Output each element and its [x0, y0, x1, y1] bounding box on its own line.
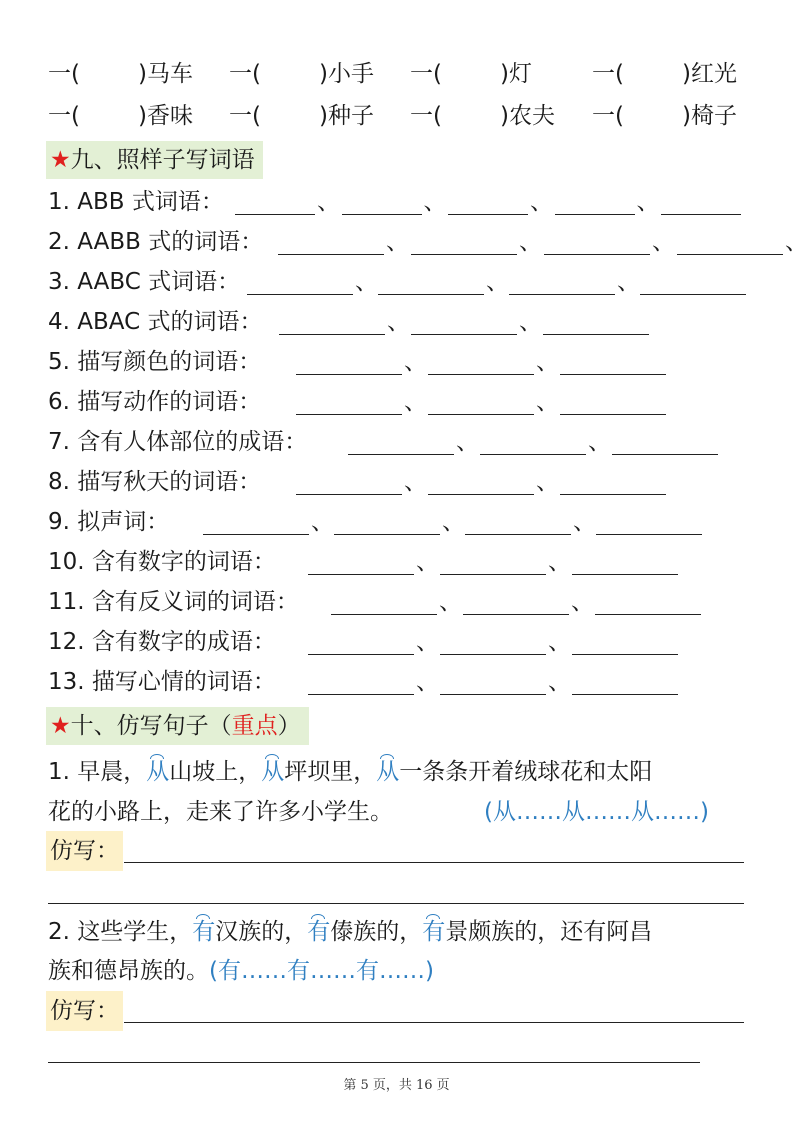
answer-blank[interactable] — [543, 334, 649, 335]
text: 花的小路上，走来了许多小学生。 — [48, 799, 393, 825]
answer-blank[interactable] — [612, 454, 718, 455]
answer-blank[interactable] — [342, 214, 422, 215]
section-10-title-end: ） — [277, 713, 301, 739]
noun-text: 小手 — [327, 61, 374, 87]
separator: 、 — [617, 269, 640, 295]
measure-word-item — [48, 101, 193, 131]
separator: 、 — [416, 629, 439, 655]
answer-line[interactable] — [48, 1062, 700, 1063]
separator: 、 — [387, 309, 410, 335]
question-label: 12. 含有数字的成语： — [48, 629, 276, 655]
close-paren: ) — [318, 61, 328, 87]
star-icon: ★ — [50, 147, 71, 173]
noun-text: 农夫 — [508, 103, 555, 129]
noun-text: 红光 — [690, 61, 737, 87]
noun-text: 椅子 — [690, 103, 737, 129]
question-label: 11. 含有反义词的词语： — [48, 589, 299, 615]
noun-text: 灯 — [508, 61, 532, 87]
answer-blank[interactable] — [509, 294, 615, 295]
keyword: 有 — [192, 919, 216, 945]
answer-blank[interactable] — [279, 334, 385, 335]
answer-blank[interactable] — [378, 294, 484, 295]
answer-blank[interactable] — [465, 534, 571, 535]
close-paren: ) — [318, 103, 328, 129]
answer-blank[interactable] — [448, 214, 528, 215]
separator: 、 — [442, 509, 465, 535]
question-label: 3. AABC 式词语： — [48, 269, 241, 295]
answer-blank[interactable] — [572, 654, 678, 655]
separator: 、 — [588, 429, 611, 455]
noun-text: 种子 — [327, 103, 374, 129]
sentence-1-line-2 — [48, 797, 393, 827]
section-10-header — [46, 707, 309, 745]
measure-word-item — [592, 101, 737, 131]
answer-blank[interactable] — [278, 254, 384, 255]
answer-blank[interactable] — [308, 654, 414, 655]
answer-blank[interactable] — [560, 374, 666, 375]
answer-blank[interactable] — [235, 214, 315, 215]
answer-blank[interactable] — [428, 414, 534, 415]
open-paren: 一( — [48, 103, 80, 129]
answer-blank[interactable] — [596, 534, 702, 535]
text: 族和德昂族的。 — [48, 958, 209, 984]
separator: 、 — [548, 629, 571, 655]
answer-line[interactable] — [48, 903, 744, 904]
close-paren: ) — [681, 103, 691, 129]
answer-blank[interactable] — [308, 574, 414, 575]
answer-blank[interactable] — [640, 294, 746, 295]
question-label: 13. 描写心情的词语： — [48, 669, 276, 695]
answer-blank[interactable] — [544, 254, 650, 255]
open-paren: 一( — [229, 103, 261, 129]
answer-blank[interactable] — [348, 454, 454, 455]
separator: 、 — [636, 189, 660, 215]
question-label: 6. 描写动作的词语： — [48, 389, 262, 415]
imitate-label: 仿写： — [46, 831, 123, 871]
measure-word-item — [410, 101, 555, 131]
answer-blank[interactable] — [296, 374, 402, 375]
question-label: 5. 描写颜色的词语： — [48, 349, 262, 375]
measure-word-item — [229, 59, 374, 89]
separator: 、 — [652, 229, 675, 255]
separator: 、 — [439, 589, 462, 615]
question-label: 10. 含有数字的词语： — [48, 549, 276, 575]
answer-blank[interactable] — [308, 694, 414, 695]
keyword: 从 — [376, 759, 400, 785]
section-10-title: 十、仿写句子（ — [70, 713, 232, 739]
star-icon: ★ — [50, 713, 71, 739]
answer-blank[interactable] — [411, 254, 517, 255]
sentence-2-line-1 — [48, 917, 652, 947]
separator: 、 — [519, 229, 542, 255]
question-label: 9. 拟声词： — [48, 509, 170, 535]
close-paren: ) — [137, 61, 147, 87]
close-paren: ) — [137, 103, 147, 129]
separator: 、 — [530, 189, 553, 215]
answer-blank[interactable] — [440, 574, 546, 575]
answer-blank[interactable] — [440, 654, 546, 655]
section-9-title: 九、照样子写词语 — [70, 147, 255, 173]
question-label: 7. 含有人体部位的成语： — [48, 429, 308, 455]
measure-word-item — [410, 59, 532, 89]
keyword: 从 — [261, 759, 285, 785]
answer-blank[interactable] — [331, 614, 437, 615]
separator: 、 — [404, 389, 427, 415]
separator: 、 — [311, 509, 334, 535]
separator: 、 — [486, 269, 509, 295]
sentence-2-line-2 — [48, 956, 434, 986]
separator: 、 — [317, 189, 340, 215]
question-label: 8. 描写秋天的词语： — [48, 469, 262, 495]
imitate-label: 仿写： — [46, 991, 123, 1031]
keyword: 有 — [307, 919, 331, 945]
close-paren: ) — [681, 61, 691, 87]
open-paren: 一( — [229, 61, 261, 87]
sentence-2-hint: (有……有……有……) — [209, 958, 434, 984]
text: 山坡上， — [169, 759, 262, 785]
separator: 、 — [423, 189, 447, 215]
answer-blank[interactable] — [428, 374, 534, 375]
answer-blank[interactable] — [296, 414, 402, 415]
answer-blank[interactable] — [203, 534, 309, 535]
separator: 、 — [536, 389, 559, 415]
noun-text: 马车 — [146, 61, 193, 87]
answer-blank[interactable] — [440, 694, 546, 695]
answer-blank[interactable] — [560, 414, 666, 415]
question-label: 4. ABAC 式的词语： — [48, 309, 263, 335]
text: 汉族的， — [215, 919, 308, 945]
answer-blank[interactable] — [296, 494, 402, 495]
answer-blank[interactable] — [428, 494, 534, 495]
open-paren: 一( — [410, 103, 442, 129]
separator: 、 — [785, 229, 808, 255]
text: 一条条开着绒球花和太阳 — [399, 759, 653, 785]
answer-blank[interactable] — [411, 334, 517, 335]
answer-blank[interactable] — [560, 494, 666, 495]
answer-blank[interactable] — [572, 694, 678, 695]
page-footer: 第 5 页，共 16 页 — [343, 1078, 450, 1093]
separator: 、 — [386, 229, 409, 255]
noun-text: 香味 — [146, 103, 193, 129]
sentence-1-hint: (从……从……从……) — [484, 799, 709, 825]
text: 坪坝里， — [284, 759, 377, 785]
separator: 、 — [416, 549, 439, 575]
open-paren: 一( — [410, 61, 442, 87]
text: 傣族的， — [330, 919, 423, 945]
separator: 、 — [404, 349, 427, 375]
answer-blank[interactable] — [572, 574, 678, 575]
answer-blank[interactable] — [463, 614, 569, 615]
open-paren: 一( — [48, 61, 80, 87]
separator: 、 — [548, 669, 571, 695]
answer-line[interactable] — [124, 862, 744, 863]
text: 景颇族的，还有阿昌 — [445, 919, 653, 945]
question-label: 2. AABB 式的词语： — [48, 229, 264, 255]
answer-blank[interactable] — [247, 294, 353, 295]
answer-blank[interactable] — [677, 254, 783, 255]
answer-blank[interactable] — [555, 214, 635, 215]
keyword: 从 — [146, 759, 170, 785]
measure-word-item — [592, 59, 737, 89]
answer-blank[interactable] — [661, 214, 741, 215]
text: 2. 这些学生， — [48, 919, 193, 945]
sentence-1-line-1 — [48, 757, 652, 787]
separator: 、 — [519, 309, 542, 335]
close-paren: ) — [499, 61, 509, 87]
separator: 、 — [536, 469, 559, 495]
separator: 、 — [536, 349, 559, 375]
keyword: 有 — [422, 919, 446, 945]
answer-blank[interactable] — [595, 614, 701, 615]
separator: 、 — [404, 469, 427, 495]
answer-blank[interactable] — [480, 454, 586, 455]
separator: 、 — [456, 429, 479, 455]
key-point-label: 重点 — [231, 713, 278, 739]
open-paren: 一( — [592, 103, 624, 129]
section-9-header — [46, 141, 263, 179]
answer-line[interactable] — [124, 1022, 744, 1023]
measure-word-item — [229, 101, 374, 131]
close-paren: ) — [499, 103, 509, 129]
answer-blank[interactable] — [334, 534, 440, 535]
separator: 、 — [571, 589, 594, 615]
separator: 、 — [355, 269, 378, 295]
open-paren: 一( — [592, 61, 624, 87]
measure-word-item — [48, 59, 193, 89]
question-label: 1. ABB 式词语： — [48, 189, 224, 215]
separator: 、 — [548, 549, 571, 575]
text: 1. 早晨， — [48, 759, 147, 785]
separator: 、 — [573, 509, 596, 535]
separator: 、 — [416, 669, 439, 695]
